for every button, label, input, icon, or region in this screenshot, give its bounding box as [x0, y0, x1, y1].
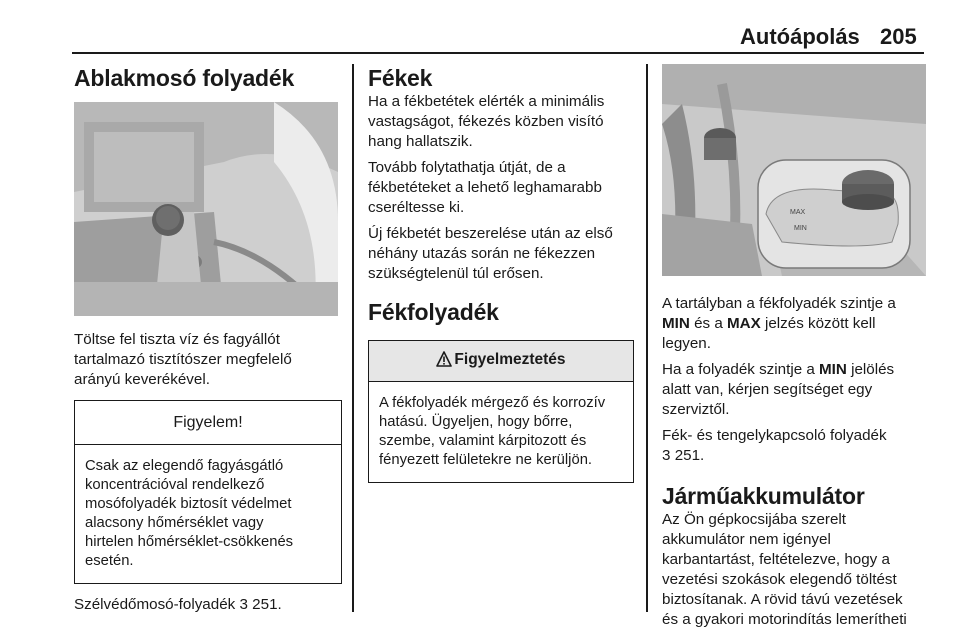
brake-fluid-reservoir-photo	[662, 64, 926, 276]
warning-heading: Figyelmeztetés	[369, 341, 633, 382]
brakes-paragraph-1: Ha a fékbetétek elérték a minimális vastagságot, fékezés közben visító hang hallatszik.	[368, 93, 605, 150]
column-brakes	[368, 64, 634, 483]
section-title-washer-fluid: Ablakmosó folyadék	[74, 65, 295, 91]
warning-text: A fékfolyadék mérgező és korrozív hatású. Ügyeljen, hogy bőrre, szembe, valamint kárpitozott és fényezett felületekre ne kerüljön.	[379, 395, 606, 468]
notice-heading: Figyelem!	[75, 401, 341, 445]
brakes-paragraph-3: Új fékbetét beszerelése után az első néhány utazás során ne fékezzen szükségtelenül túl erősen.	[368, 225, 613, 282]
column-divider-1	[352, 64, 354, 612]
page-ref-arrow-icon: 3	[239, 596, 248, 613]
column-washer-fluid	[74, 64, 342, 615]
warning-triangle-icon	[436, 351, 452, 373]
section-title-brake-fluid: Fékfolyadék	[368, 299, 499, 325]
brakes-paragraph-2: Tovább folytathatja útját, de a fékbetéteket a lehető leghamarabb cseréltesse ki.	[368, 159, 602, 216]
battery-paragraph: Az Ön gépkocsijába szerelt akkumulátor nem igényel karbantartást, feltételezve, hogy a vezetési szokások elegendő töltést biztosítanak. A rövid távú vezetések és a gyakori motorindítás lemerítheti	[662, 511, 907, 628]
section-title-battery: Járműakkumulátor	[662, 483, 865, 509]
brake-fluid-low-text: Ha a folyadék szintje a MIN jelölés alatt van, kérjen segítséget egy szerviztől.	[662, 361, 895, 418]
section-title-brakes: Fékek	[368, 65, 433, 91]
cross-reference-washer[interactable]: Szélvédőmosó-folyadék 3 251.	[74, 596, 282, 613]
brake-fluid-level-text: A tartályban a fékfolyadék szintje a MIN és a MAX jelzés között kell legyen.	[662, 295, 896, 352]
washer-fluid-reservoir-photo	[74, 102, 338, 316]
washer-fluid-instruction: Töltse fel tiszta víz és fagyállót tartalmazó tisztítószer megfelelő arányú keverékével.	[74, 331, 292, 388]
notice-text: Csak az elegendő fagyásgátló koncentrációval rendelkező mosófolyadék biztosít védelmet alacsony hőmérséklet vagy hirtelen hőmérséklet-csökkenés esetén.	[85, 458, 294, 569]
page-number: 205	[880, 24, 917, 49]
min-mark-label: MIN	[794, 225, 807, 232]
page-ref-arrow-icon: 3	[662, 447, 671, 464]
column-divider-2	[646, 64, 648, 612]
column-brake-fluid-battery	[662, 64, 926, 630]
notice-box	[74, 400, 342, 584]
max-mark-label: MAX	[790, 209, 806, 216]
header-rule	[72, 52, 924, 54]
running-header-title: Autóápolás	[740, 24, 860, 49]
cross-reference-brake-fluid[interactable]: Fék- és tengelykapcsoló folyadék 3 251.	[662, 427, 887, 464]
warning-box	[368, 340, 634, 483]
